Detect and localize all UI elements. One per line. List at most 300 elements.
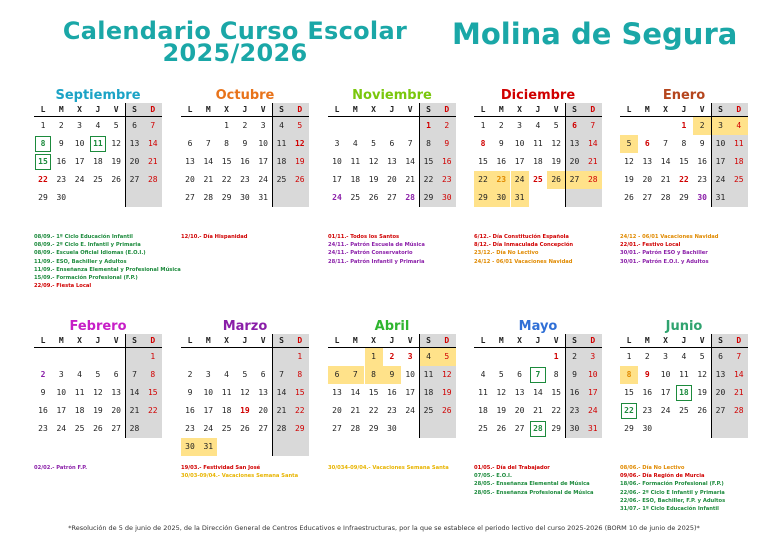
day-cell[interactable]: 14 bbox=[405, 157, 415, 166]
day-cell[interactable]: 5 bbox=[699, 352, 705, 361]
day-cell[interactable]: 15 bbox=[624, 388, 634, 397]
day-cell[interactable]: 18 bbox=[74, 406, 85, 415]
day-cell[interactable]: 10 bbox=[203, 388, 214, 397]
day-cell[interactable]: 27 bbox=[129, 175, 140, 184]
day-cell[interactable]: 9 bbox=[383, 366, 401, 384]
day-cell[interactable]: 7 bbox=[407, 139, 413, 148]
day-cell[interactable]: 22 bbox=[474, 171, 492, 189]
day-cell[interactable]: 12 bbox=[111, 139, 121, 148]
day-cell[interactable]: 22 bbox=[368, 406, 379, 415]
day-cell[interactable]: 4 bbox=[681, 352, 687, 361]
day-cell[interactable]: 23 bbox=[38, 424, 48, 433]
day-cell[interactable]: 7 bbox=[736, 352, 742, 361]
day-cell[interactable]: 14 bbox=[129, 388, 140, 397]
day-cell[interactable]: 12 bbox=[551, 139, 561, 148]
day-cell[interactable]: 18 bbox=[221, 406, 232, 415]
day-cell[interactable]: 21 bbox=[587, 157, 598, 166]
day-cell[interactable]: 29 bbox=[474, 189, 492, 207]
day-cell[interactable]: 4 bbox=[420, 348, 438, 366]
day-cell[interactable]: 10 bbox=[258, 139, 268, 148]
day-cell[interactable]: 23 bbox=[569, 406, 580, 415]
day-cell[interactable]: 21 bbox=[533, 406, 543, 415]
day-cell[interactable]: 3 bbox=[590, 352, 596, 361]
day-cell[interactable]: 27 bbox=[111, 424, 121, 433]
day-cell[interactable]: 12 bbox=[697, 370, 707, 379]
day-cell[interactable]: 9 bbox=[40, 388, 46, 397]
day-cell[interactable]: 10 bbox=[587, 370, 598, 379]
day-cell[interactable]: 4 bbox=[95, 121, 101, 130]
day-cell[interactable]: 18 bbox=[93, 157, 103, 166]
day-cell[interactable]: 15 bbox=[478, 157, 488, 166]
day-cell[interactable]: 23 bbox=[492, 171, 510, 189]
day-cell[interactable]: 22 bbox=[551, 406, 561, 415]
day-cell[interactable]: 11 bbox=[733, 139, 744, 148]
day-cell[interactable]: 3 bbox=[58, 370, 64, 379]
day-cell[interactable]: 28 bbox=[147, 175, 158, 184]
day-cell[interactable]: 29 bbox=[551, 424, 561, 433]
day-cell[interactable]: 9 bbox=[444, 139, 450, 148]
day-cell[interactable]: 11 bbox=[478, 388, 488, 397]
day-cell[interactable]: 13 bbox=[642, 157, 653, 166]
day-cell[interactable]: 18 bbox=[675, 384, 693, 402]
day-cell[interactable]: 6 bbox=[389, 139, 395, 148]
day-cell[interactable]: 20 bbox=[569, 157, 580, 166]
day-cell[interactable]: 16 bbox=[569, 388, 580, 397]
day-cell[interactable]: 17 bbox=[203, 406, 214, 415]
day-cell[interactable]: 24 bbox=[587, 406, 598, 415]
day-cell[interactable]: 8 bbox=[365, 366, 383, 384]
day-cell[interactable]: 15 bbox=[423, 157, 434, 166]
day-cell[interactable]: 3 bbox=[77, 121, 82, 130]
day-cell[interactable]: 23 bbox=[240, 175, 250, 184]
day-cell[interactable]: 28 bbox=[733, 406, 744, 415]
day-cell[interactable]: 21 bbox=[129, 406, 140, 415]
day-cell[interactable]: 3 bbox=[260, 121, 266, 130]
day-cell[interactable]: 26 bbox=[547, 171, 565, 189]
day-cell[interactable]: 8 bbox=[426, 139, 431, 148]
day-cell[interactable]: 2 bbox=[58, 121, 64, 130]
day-cell[interactable]: 24 bbox=[405, 406, 415, 415]
day-cell[interactable]: 16 bbox=[642, 388, 653, 397]
day-cell[interactable]: 17 bbox=[514, 157, 525, 166]
day-cell[interactable]: 11 bbox=[74, 388, 85, 397]
day-cell[interactable]: 28 bbox=[203, 193, 214, 202]
day-cell[interactable]: 19 bbox=[240, 406, 250, 415]
day-cell[interactable]: 27 bbox=[258, 424, 268, 433]
day-cell[interactable]: 14 bbox=[733, 370, 744, 379]
day-cell[interactable]: 16 bbox=[697, 157, 707, 166]
day-cell[interactable]: 23 bbox=[697, 175, 707, 184]
day-cell[interactable]: 24 bbox=[511, 171, 529, 189]
day-cell[interactable]: 28 bbox=[584, 171, 602, 189]
day-cell[interactable]: 26 bbox=[111, 175, 121, 184]
day-cell[interactable]: 8 bbox=[681, 139, 687, 148]
day-cell[interactable]: 12 bbox=[624, 157, 634, 166]
day-cell[interactable]: 14 bbox=[350, 388, 361, 397]
day-cell[interactable]: 1 bbox=[681, 121, 687, 130]
day-cell[interactable]: 30 bbox=[697, 193, 707, 202]
day-cell[interactable]: 16 bbox=[38, 406, 48, 415]
day-cell[interactable]: 27 bbox=[185, 193, 195, 202]
day-cell[interactable]: 4 bbox=[77, 370, 82, 379]
day-cell[interactable]: 13 bbox=[569, 139, 580, 148]
day-cell[interactable]: 13 bbox=[715, 370, 726, 379]
day-cell[interactable]: 31 bbox=[715, 193, 726, 202]
day-cell[interactable]: 28 bbox=[529, 420, 547, 438]
day-cell[interactable]: 14 bbox=[660, 157, 671, 166]
day-cell[interactable]: 24 bbox=[203, 424, 214, 433]
day-cell[interactable]: 14 bbox=[587, 139, 598, 148]
day-cell[interactable]: 5 bbox=[620, 135, 638, 153]
day-cell[interactable]: 9 bbox=[498, 139, 504, 148]
day-cell[interactable]: 8 bbox=[480, 139, 486, 148]
day-cell[interactable]: 6 bbox=[132, 121, 137, 130]
day-cell[interactable]: 27 bbox=[566, 171, 584, 189]
day-cell[interactable]: 5 bbox=[113, 121, 119, 130]
day-cell[interactable]: 20 bbox=[514, 406, 525, 415]
day-cell[interactable]: 25 bbox=[423, 406, 434, 415]
day-cell[interactable]: 18 bbox=[478, 406, 488, 415]
day-cell[interactable]: 2 bbox=[187, 370, 193, 379]
day-cell[interactable]: 25 bbox=[93, 175, 103, 184]
day-cell[interactable]: 5 bbox=[242, 370, 248, 379]
day-cell[interactable]: 20 bbox=[185, 175, 195, 184]
day-cell[interactable]: 2 bbox=[693, 117, 711, 135]
day-cell[interactable]: 21 bbox=[276, 406, 287, 415]
day-cell[interactable]: 29 bbox=[221, 193, 232, 202]
day-cell[interactable]: 12 bbox=[368, 157, 379, 166]
day-cell[interactable]: 21 bbox=[203, 175, 214, 184]
day-cell[interactable]: 15 bbox=[147, 388, 158, 397]
day-cell[interactable]: 7 bbox=[279, 370, 284, 379]
day-cell[interactable]: 5 bbox=[553, 121, 559, 130]
day-cell[interactable]: 28 bbox=[276, 424, 287, 433]
day-cell[interactable]: 2 bbox=[40, 370, 46, 379]
day-cell[interactable]: 13 bbox=[514, 388, 525, 397]
day-cell[interactable]: 24 bbox=[56, 424, 67, 433]
day-cell[interactable]: 19 bbox=[551, 157, 561, 166]
day-cell[interactable]: 31 bbox=[511, 189, 529, 207]
day-cell[interactable]: 17 bbox=[74, 157, 85, 166]
day-cell[interactable]: 6 bbox=[113, 370, 119, 379]
day-cell[interactable]: 16 bbox=[441, 157, 452, 166]
day-cell[interactable]: 27 bbox=[715, 406, 726, 415]
day-cell[interactable]: 6 bbox=[718, 352, 723, 361]
day-cell[interactable]: 22 bbox=[294, 406, 305, 415]
day-cell[interactable]: 30 bbox=[569, 424, 580, 433]
day-cell[interactable]: 2 bbox=[644, 352, 650, 361]
day-cell[interactable]: 5 bbox=[498, 370, 504, 379]
day-cell[interactable]: 22 bbox=[221, 175, 232, 184]
day-cell[interactable]: 13 bbox=[258, 388, 268, 397]
day-cell[interactable]: 5 bbox=[297, 121, 303, 130]
day-cell[interactable]: 24 bbox=[715, 175, 726, 184]
day-cell[interactable]: 24 bbox=[332, 193, 342, 202]
day-cell[interactable]: 27 bbox=[642, 193, 653, 202]
day-cell[interactable]: 23 bbox=[441, 175, 452, 184]
day-cell[interactable]: 1 bbox=[480, 121, 486, 130]
day-cell[interactable]: 9 bbox=[644, 370, 650, 379]
day-cell[interactable]: 6 bbox=[572, 121, 577, 130]
day-cell[interactable]: 21 bbox=[350, 406, 361, 415]
day-cell[interactable]: 7 bbox=[529, 366, 547, 384]
day-cell[interactable]: 22 bbox=[423, 175, 434, 184]
day-cell[interactable]: 16 bbox=[387, 388, 397, 397]
day-cell[interactable]: 24 bbox=[660, 406, 671, 415]
day-cell[interactable]: 20 bbox=[642, 175, 653, 184]
day-cell[interactable]: 8 bbox=[297, 370, 303, 379]
day-cell[interactable]: 7 bbox=[590, 121, 596, 130]
day-cell[interactable]: 18 bbox=[276, 157, 287, 166]
day-cell[interactable]: 10 bbox=[332, 157, 342, 166]
day-cell[interactable]: 7 bbox=[205, 139, 211, 148]
day-cell[interactable]: 2 bbox=[498, 121, 504, 130]
day-cell[interactable]: 19 bbox=[697, 388, 707, 397]
day-cell[interactable]: 8 bbox=[553, 370, 559, 379]
day-cell[interactable]: 25 bbox=[478, 424, 488, 433]
day-cell[interactable]: 26 bbox=[697, 406, 707, 415]
day-cell[interactable]: 19 bbox=[441, 388, 452, 397]
day-cell[interactable]: 21 bbox=[733, 388, 744, 397]
day-cell[interactable]: 24 bbox=[258, 175, 268, 184]
day-cell[interactable]: 16 bbox=[185, 406, 195, 415]
day-cell[interactable]: 18 bbox=[423, 388, 434, 397]
day-cell[interactable]: 25 bbox=[733, 175, 744, 184]
day-cell[interactable]: 9 bbox=[58, 139, 64, 148]
day-cell[interactable]: 11 bbox=[679, 370, 689, 379]
day-cell[interactable]: 2 bbox=[572, 352, 577, 361]
day-cell[interactable]: 4 bbox=[535, 121, 541, 130]
day-cell[interactable]: 22 bbox=[679, 175, 689, 184]
day-cell[interactable]: 20 bbox=[258, 406, 268, 415]
day-cell[interactable]: 15 bbox=[551, 388, 561, 397]
day-cell[interactable]: 2 bbox=[444, 121, 450, 130]
day-cell[interactable]: 29 bbox=[679, 193, 689, 202]
day-cell[interactable]: 5 bbox=[371, 139, 376, 148]
day-cell[interactable]: 28 bbox=[405, 193, 415, 202]
day-cell[interactable]: 17 bbox=[258, 157, 268, 166]
day-cell[interactable]: 27 bbox=[332, 424, 342, 433]
day-cell[interactable]: 16 bbox=[240, 157, 250, 166]
day-cell[interactable]: 28 bbox=[660, 193, 671, 202]
day-cell[interactable]: 22 bbox=[147, 406, 158, 415]
day-cell[interactable]: 4 bbox=[352, 139, 358, 148]
day-cell[interactable]: 21 bbox=[405, 175, 415, 184]
day-cell[interactable]: 4 bbox=[730, 117, 748, 135]
day-cell[interactable]: 7 bbox=[132, 370, 137, 379]
day-cell[interactable]: 9 bbox=[187, 388, 193, 397]
day-cell[interactable]: 23 bbox=[185, 424, 195, 433]
day-cell[interactable]: 18 bbox=[533, 157, 543, 166]
day-cell[interactable]: 14 bbox=[276, 388, 287, 397]
day-cell[interactable]: 20 bbox=[332, 406, 342, 415]
day-cell[interactable]: 2 bbox=[242, 121, 248, 130]
day-cell[interactable]: 23 bbox=[642, 406, 653, 415]
day-cell[interactable]: 12 bbox=[240, 388, 250, 397]
day-cell[interactable]: 30 bbox=[387, 424, 397, 433]
day-cell[interactable]: 1 bbox=[365, 348, 383, 366]
day-cell[interactable]: 1 bbox=[40, 121, 46, 130]
day-cell[interactable]: 10 bbox=[514, 139, 525, 148]
day-cell[interactable]: 19 bbox=[368, 175, 379, 184]
day-cell[interactable]: 15 bbox=[294, 388, 305, 397]
day-cell[interactable]: 6 bbox=[328, 366, 346, 384]
day-cell[interactable]: 31 bbox=[587, 424, 598, 433]
day-cell[interactable]: 26 bbox=[441, 406, 452, 415]
day-cell[interactable]: 23 bbox=[387, 406, 397, 415]
day-cell[interactable]: 28 bbox=[350, 424, 361, 433]
day-cell[interactable]: 31 bbox=[199, 438, 217, 456]
day-cell[interactable]: 24 bbox=[74, 175, 85, 184]
day-cell[interactable]: 21 bbox=[660, 175, 671, 184]
day-cell[interactable]: 15 bbox=[679, 157, 689, 166]
day-cell[interactable]: 7 bbox=[150, 121, 156, 130]
day-cell[interactable]: 20 bbox=[111, 406, 121, 415]
day-cell[interactable]: 12 bbox=[496, 388, 507, 397]
day-cell[interactable]: 18 bbox=[350, 175, 361, 184]
day-cell[interactable]: 11 bbox=[423, 370, 434, 379]
day-cell[interactable]: 15 bbox=[368, 388, 379, 397]
day-cell[interactable]: 25 bbox=[221, 424, 232, 433]
day-cell[interactable]: 17 bbox=[587, 388, 598, 397]
day-cell[interactable]: 25 bbox=[276, 175, 287, 184]
day-cell[interactable]: 25 bbox=[350, 193, 361, 202]
day-cell[interactable]: 8 bbox=[150, 370, 156, 379]
day-cell[interactable]: 29 bbox=[368, 424, 379, 433]
day-cell[interactable]: 12 bbox=[441, 370, 452, 379]
day-cell[interactable]: 29 bbox=[423, 193, 434, 202]
day-cell[interactable]: 19 bbox=[624, 175, 634, 184]
day-cell[interactable]: 13 bbox=[332, 388, 342, 397]
day-cell[interactable]: 26 bbox=[624, 193, 634, 202]
day-cell[interactable]: 20 bbox=[129, 157, 140, 166]
day-cell[interactable]: 3 bbox=[663, 352, 668, 361]
day-cell[interactable]: 26 bbox=[294, 175, 305, 184]
day-cell[interactable]: 14 bbox=[203, 157, 214, 166]
day-cell[interactable]: 19 bbox=[496, 406, 507, 415]
day-cell[interactable]: 1 bbox=[297, 352, 303, 361]
day-cell[interactable]: 19 bbox=[294, 157, 305, 166]
day-cell[interactable]: 28 bbox=[129, 424, 140, 433]
day-cell[interactable]: 6 bbox=[187, 139, 193, 148]
day-cell[interactable]: 17 bbox=[660, 388, 671, 397]
day-cell[interactable]: 8 bbox=[224, 139, 229, 148]
day-cell[interactable]: 26 bbox=[496, 424, 507, 433]
day-cell[interactable]: 13 bbox=[387, 157, 397, 166]
day-cell[interactable]: 20 bbox=[715, 388, 726, 397]
day-cell[interactable]: 30 bbox=[56, 193, 67, 202]
day-cell[interactable]: 12 bbox=[93, 388, 103, 397]
day-cell[interactable]: 4 bbox=[279, 121, 284, 130]
day-cell[interactable]: 13 bbox=[129, 139, 140, 148]
day-cell[interactable]: 15 bbox=[221, 157, 232, 166]
day-cell[interactable]: 4 bbox=[224, 370, 229, 379]
day-cell[interactable]: 5 bbox=[95, 370, 101, 379]
day-cell[interactable]: 18 bbox=[733, 157, 744, 166]
day-cell[interactable]: 31 bbox=[258, 193, 268, 202]
day-cell[interactable]: 26 bbox=[93, 424, 103, 433]
day-cell[interactable]: 19 bbox=[93, 406, 103, 415]
day-cell[interactable]: 4 bbox=[480, 370, 486, 379]
day-cell[interactable]: 25 bbox=[679, 406, 689, 415]
day-cell[interactable]: 8 bbox=[34, 135, 52, 153]
day-cell[interactable]: 20 bbox=[387, 175, 397, 184]
day-cell[interactable]: 12 bbox=[294, 139, 305, 148]
day-cell[interactable]: 17 bbox=[56, 406, 67, 415]
day-cell[interactable]: 30 bbox=[642, 424, 653, 433]
day-cell[interactable]: 29 bbox=[38, 193, 48, 202]
day-cell[interactable]: 13 bbox=[185, 157, 195, 166]
day-cell[interactable]: 25 bbox=[74, 424, 85, 433]
day-cell[interactable]: 16 bbox=[56, 157, 67, 166]
day-cell[interactable]: 19 bbox=[111, 157, 121, 166]
day-cell[interactable]: 1 bbox=[426, 121, 431, 130]
day-cell[interactable]: 11 bbox=[89, 135, 107, 153]
day-cell[interactable]: 3 bbox=[517, 121, 522, 130]
day-cell[interactable]: 26 bbox=[368, 193, 379, 202]
day-cell[interactable]: 27 bbox=[387, 193, 397, 202]
day-cell[interactable]: 8 bbox=[620, 366, 638, 384]
day-cell[interactable]: 2 bbox=[389, 352, 395, 361]
day-cell[interactable]: 10 bbox=[715, 139, 726, 148]
day-cell[interactable]: 11 bbox=[533, 139, 543, 148]
day-cell[interactable]: 9 bbox=[572, 370, 577, 379]
day-cell[interactable]: 3 bbox=[334, 139, 340, 148]
day-cell[interactable]: 1 bbox=[553, 352, 559, 361]
day-cell[interactable]: 27 bbox=[514, 424, 525, 433]
day-cell[interactable]: 21 bbox=[147, 157, 158, 166]
day-cell[interactable]: 14 bbox=[147, 139, 158, 148]
day-cell[interactable]: 3 bbox=[205, 370, 211, 379]
day-cell[interactable]: 30 bbox=[181, 438, 199, 456]
day-cell[interactable]: 10 bbox=[74, 139, 85, 148]
day-cell[interactable]: 15 bbox=[34, 153, 52, 171]
day-cell[interactable]: 17 bbox=[715, 157, 726, 166]
day-cell[interactable]: 10 bbox=[56, 388, 67, 397]
day-cell[interactable]: 30 bbox=[240, 193, 250, 202]
day-cell[interactable]: 9 bbox=[242, 139, 248, 148]
day-cell[interactable]: 3 bbox=[712, 117, 730, 135]
day-cell[interactable]: 1 bbox=[626, 352, 632, 361]
day-cell[interactable]: 14 bbox=[533, 388, 543, 397]
day-cell[interactable]: 29 bbox=[294, 424, 305, 433]
day-cell[interactable]: 13 bbox=[111, 388, 121, 397]
day-cell[interactable]: 6 bbox=[644, 139, 650, 148]
day-cell[interactable]: 9 bbox=[699, 139, 705, 148]
day-cell[interactable]: 1 bbox=[150, 352, 156, 361]
day-cell[interactable]: 10 bbox=[405, 370, 415, 379]
day-cell[interactable]: 6 bbox=[260, 370, 266, 379]
day-cell[interactable]: 26 bbox=[240, 424, 250, 433]
day-cell[interactable]: 25 bbox=[533, 175, 543, 184]
day-cell[interactable]: 3 bbox=[407, 352, 413, 361]
day-cell[interactable]: 6 bbox=[517, 370, 522, 379]
day-cell[interactable]: 22 bbox=[620, 402, 638, 420]
day-cell[interactable]: 22 bbox=[38, 175, 48, 184]
day-cell[interactable]: 11 bbox=[221, 388, 232, 397]
day-cell[interactable]: 16 bbox=[496, 157, 507, 166]
day-cell[interactable]: 10 bbox=[660, 370, 671, 379]
day-cell[interactable]: 11 bbox=[276, 139, 287, 148]
day-cell[interactable]: 23 bbox=[56, 175, 67, 184]
day-cell[interactable]: 7 bbox=[663, 139, 668, 148]
day-cell[interactable]: 7 bbox=[346, 366, 364, 384]
day-cell[interactable]: 11 bbox=[350, 157, 361, 166]
day-cell[interactable]: 5 bbox=[438, 348, 456, 366]
day-cell[interactable]: 17 bbox=[332, 175, 342, 184]
day-cell[interactable]: 29 bbox=[624, 424, 634, 433]
day-cell[interactable]: 30 bbox=[441, 193, 452, 202]
